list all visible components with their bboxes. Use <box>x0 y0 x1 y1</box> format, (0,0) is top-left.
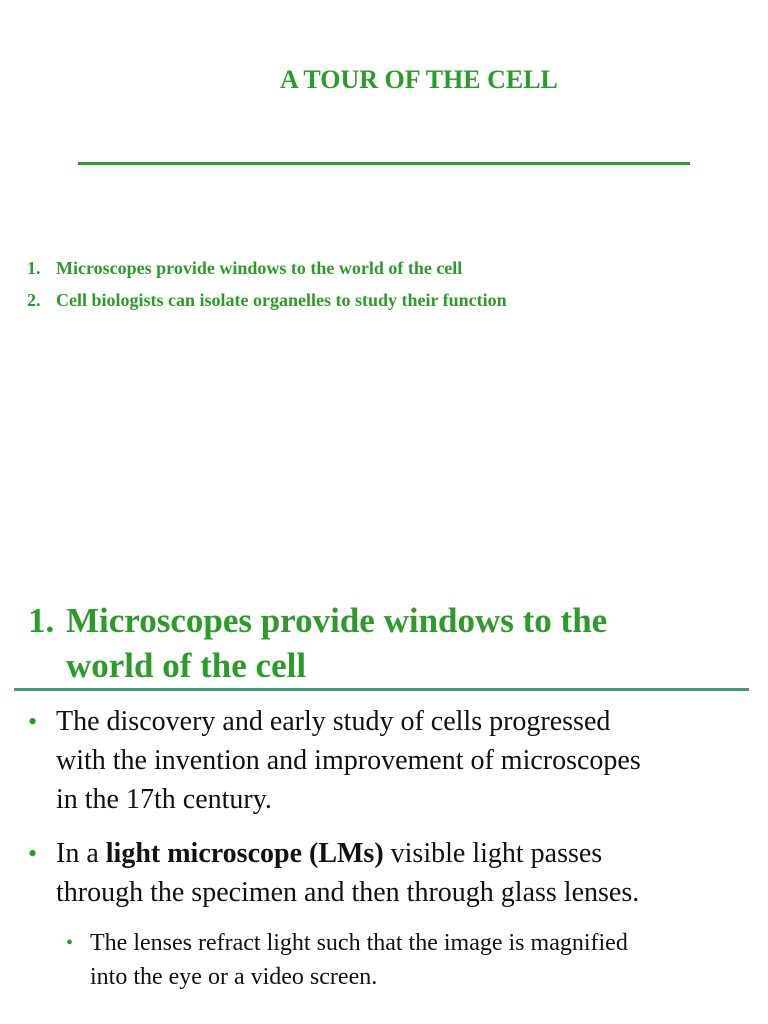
topic-number: 1. <box>27 258 41 278</box>
bullet-line: The discovery and early study of cells progressed <box>56 706 611 737</box>
topic-text: Cell biologists can isolate organelles to study their function <box>56 290 507 310</box>
bullet-line: in the 17th century. <box>56 784 272 815</box>
sub-bullet-line: into the eye or a video screen. <box>90 964 378 990</box>
bullet-line: with the invention and improvement of microscopes <box>56 745 641 776</box>
topic-item <box>27 252 507 284</box>
bullet-item <box>28 834 756 912</box>
sub-bullet-marker: • <box>66 932 74 954</box>
topic-item <box>27 284 507 316</box>
topic-number: 2. <box>27 290 41 310</box>
sub-bullet-item <box>66 926 740 994</box>
heading-number: 1. <box>28 601 55 640</box>
bullet-line <box>56 834 756 873</box>
sub-bullet-line: The lenses refract light such that the image is magnified <box>90 930 628 956</box>
title-divider <box>78 162 690 165</box>
bullet-line: through the specimen and then through glass lenses. <box>56 877 640 908</box>
bullet-item <box>28 702 756 819</box>
topic-list <box>27 252 507 316</box>
bullet-marker: • <box>28 707 38 736</box>
bullet-suffix: visible light passes <box>383 838 603 869</box>
bullet-prefix: In a <box>56 838 106 869</box>
heading-divider <box>14 688 749 691</box>
heading-line-1: Microscopes provide windows to the <box>66 601 608 640</box>
slide-title: A TOUR OF THE CELL <box>280 65 558 94</box>
term-highlight: light microscope (LMs) <box>105 838 384 869</box>
bullet-marker: • <box>28 839 38 868</box>
heading-line-2: world of the cell <box>66 646 307 685</box>
slide-microscopes <box>0 560 768 1024</box>
topic-text: Microscopes provide windows to the world of the cell <box>56 258 463 278</box>
slide-heading <box>28 598 607 688</box>
